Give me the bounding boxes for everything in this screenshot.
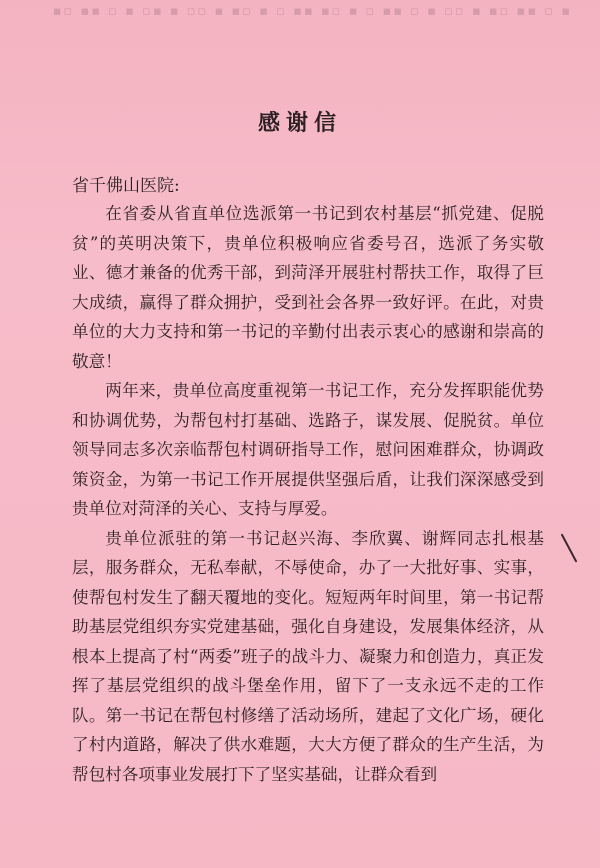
paragraph: 在省委从省直单位选派第一书记到农村基层“抓党建、促脱贫”的英明决策下，贵单位积极响应省委号召，选派了务实敬业、德才兼备的优秀干部，到菏泽开展驻村帮扶工作，取得了巨大成绩，赢得了群众拥护，受到社会各界一致好评。在此，对贵单位的大力支持和第一书记的辛勤付出表示衷心的感谢和崇高的敬意！ <box>72 204 544 371</box>
pen-stroke-mark <box>561 533 578 562</box>
paragraph: 两年来，贵单位高度重视第一书记工作，充分发挥职能优势和协调优势，为帮包村打基础、选路子，谋发展、促脱贫。单位领导同志多次亲临帮包村调研指导工作，慰问困难群众，协调政策资金，为第一书记工作开展提供坚强后盾，让我们深深感受到贵单位对菏泽的关心、支持与厚爱。 <box>72 381 544 518</box>
paragraph: 贵单位派驻的第一书记赵兴海、李欣翼、谢辉同志扎根基层，服务群众，无私奉献，不辱使命，办了一大批好事、实事，使帮包村发生了翻天覆地的变化。短短两年时间里，第一书记帮助基层党组织夯实党建基础，强化自身建设，发展集体经济，从根本上提高了村“两委”班子的战斗力、凝聚力和创造力，真正发挥了基层党组织的战斗堡垒作用，留下了一支永远不走的工作队。第一书记在帮包村修缮了活动场所，建起了文化广场，硬化了村内道路，解决了供水难题，大大方便了群众的生产生活，为帮包村各项事业发展打下了坚实基础，让群众看到 <box>72 528 544 784</box>
letter-salutation: 省千佛山医院: <box>72 176 180 196</box>
bleed-through-text: ▪ ▫ ▪▪ ▫▪ ▪ ▫▫ ▪ ▫ ▪▪ ▫ ▪ ▫▪ ▪▪ ▫ ▪ ▫▪ ▪ ▫▫ ▪ ▪▫ ▪ ▫ ▪▪ ▫▪ <box>50 4 570 18</box>
letter-body <box>72 199 544 789</box>
letter-title: 感谢信 <box>257 110 342 136</box>
